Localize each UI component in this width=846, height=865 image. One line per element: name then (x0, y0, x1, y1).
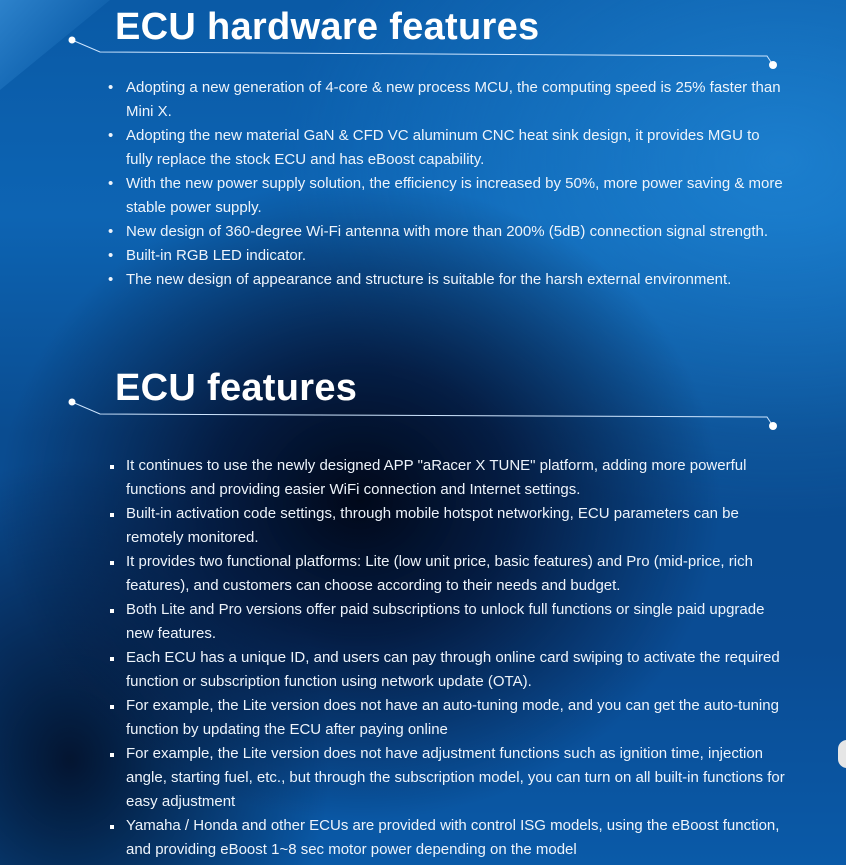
hardware-feature-item: • New design of 360-degree Wi-Fi antenna with more than 200% (5dB) connection signal strength. (107, 220, 787, 244)
ecu-feature-item: Built-in activation code settings, through mobile hotspot networking, ECU parameters can be remotely monitored. (107, 502, 787, 550)
hardware-feature-item: • The new design of appearance and structure is suitable for the harsh external environment. (107, 268, 787, 292)
ecu-feature-list (107, 454, 787, 862)
hardware-feature-item: • Adopting a new generation of 4-core & new process MCU, the computing speed is 25% faster than Mini X. (107, 76, 787, 124)
ecu-feature-item: It continues to use the newly designed APP "aRacer X TUNE" platform, adding more powerful functions and providing easier WiFi connection and Internet settings. (107, 454, 787, 502)
features-title-underline-decoration (0, 392, 846, 452)
ecu-feature-item: For example, the Lite version does not have adjustment functions such as ignition time, injection angle, starting fuel, etc., but through the subscription model, you can turn on all built-in functions for easy adjustment (107, 742, 787, 814)
hardware-feature-item: • Built-in RGB LED indicator. (107, 244, 787, 268)
hardware-feature-list (107, 76, 787, 292)
scroll-handle[interactable] (838, 740, 846, 768)
ecu-feature-item: For example, the Lite version does not have an auto-tuning mode, and you can get the auto-tuning function by updating the ECU after paying online (107, 694, 787, 742)
hardware-feature-item: • Adopting the new material GaN & CFD VC aluminum CNC heat sink design, it provides MGU to fully replace the stock ECU and has eBoost capability. (107, 124, 787, 172)
ecu-feature-item: Yamaha / Honda and other ECUs are provided with control ISG models, using the eBoost function, and providing eBoost 1~8 sec motor power depending on the model (107, 814, 787, 862)
ecu-feature-item: It provides two functional platforms: Lite (low unit price, basic features) and Pro (mid-price, rich features), and customers can choose according to their needs and budget. (107, 550, 787, 598)
hardware-feature-item: • With the new power supply solution, the efficiency is increased by 50%, more power saving & more stable power supply. (107, 172, 787, 220)
ecu-feature-item: Both Lite and Pro versions offer paid subscriptions to unlock full functions or single paid upgrade new features. (107, 598, 787, 646)
ecu-feature-item: Each ECU has a unique ID, and users can pay through online card swiping to activate the required function or subscription function using network update (OTA). (107, 646, 787, 694)
hardware-section-title: ECU hardware features (115, 6, 540, 48)
features-section-title: ECU features (115, 367, 358, 409)
